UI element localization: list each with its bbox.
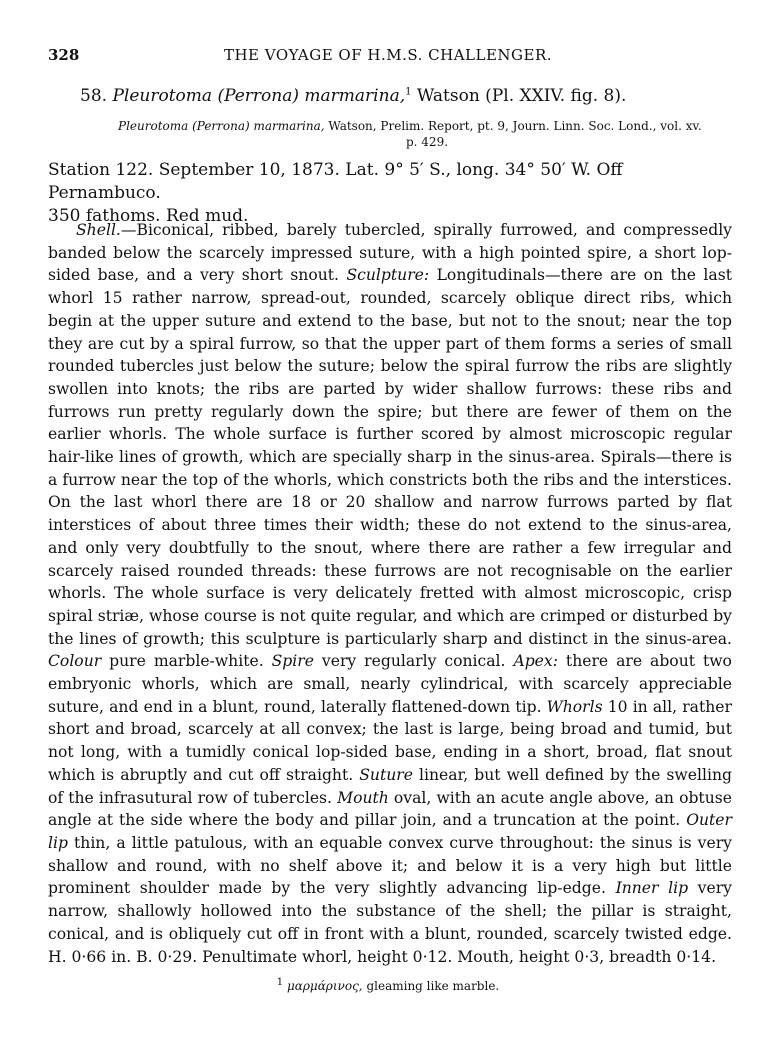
text-spire: very regularly conical.	[321, 652, 506, 671]
footnote-text: gleaming like marble.	[366, 979, 500, 993]
label-sculpture: Sculpture:	[346, 266, 430, 285]
page-number: 328	[48, 46, 80, 64]
species-subgenus: (Perrona)	[217, 86, 300, 106]
reference-page: p. 429.	[405, 135, 449, 149]
text-whorls: 10 in all, rather short and broad, scarcely at all convex; the last is large, being broad and tumid, but not long, with a tumidly conical lop-sided base, ending in a short, broad, flat snout which is abruptly and cut off straight.	[48, 697, 732, 784]
text-inner-lip: very narrow, shallowly hollowed into the substance of the shell; the pillar is straight, conical, and is obliquely cut off in front with a blunt, rounded, scarcely twisted edge. H. 0·66 in. B. 0·29. Penultimate whorl, height 0·12. Mouth, height 0·3, breadth 0·14.	[48, 879, 732, 966]
page-header	[48, 46, 728, 68]
label-outer-lip: Outer lip	[48, 811, 732, 852]
text-outer-lip: thin, a little patulous, with an equable convex curve throughout: the sinus is very shallow and round, with no shelf above it; and below it is a very high but little prominent shoulder made by the very slightly advancing lip-edge.	[48, 833, 732, 898]
station-info	[48, 159, 736, 228]
species-heading	[80, 86, 736, 106]
shell-description	[48, 219, 732, 968]
label-colour: Colour	[48, 652, 102, 671]
reference-citation: Watson, Prelim. Report, pt. 9, Journ. Linn. Soc. Lond., vol. xv.	[328, 119, 702, 133]
reference-name: Pleurotoma (Perrona) marmarina,	[118, 119, 325, 133]
label-suture: Suture	[359, 765, 413, 784]
species-genus: Pleurotoma	[112, 86, 213, 106]
label-mouth: Mouth	[337, 788, 389, 807]
footnote-marker: 1	[405, 86, 412, 98]
species-author-ref: Watson (Pl. XXIV. fig. 8).	[416, 86, 627, 106]
text-mouth: oval, with an acute angle above, an obtuse angle at the side where the body and pillar join, and a truncation at the point.	[48, 788, 732, 830]
station-line-2: 350 fathoms. Red mud.	[48, 206, 249, 226]
text-colour: pure marble-white.	[109, 652, 264, 671]
label-whorls: Whorls	[546, 697, 603, 716]
text-apex: there are about two embryonic whorls, which are small, nearly cylindrical, with scarcely appreciable suture, and end in a blunt, round, laterally flattened-down tip.	[48, 652, 732, 716]
label-apex: Apex:	[513, 652, 558, 671]
label-inner-lip: Inner lip	[615, 879, 689, 898]
text-suture: linear, but well defined by the swelling of the infrasutural row of tubercles.	[48, 765, 732, 807]
footnote-mark: 1	[276, 977, 284, 988]
text-sculpture: Longitudinals—there are on the last whorl 15 rather narrow, spread-out, rounded, scarcely oblique direct ribs, which begin at the upper suture and extend to the base, but not to the snout; near the top they are cut by a spiral furrow, so that the upper part of them forms a series of small rounded tubercles just below the suture; below the spiral furrow the ribs are slightly swollen into knots; the ribs are parted by wider shallow furrows: these ribs and furrows run pretty regularly down the spire; but there are fewer of them on the earlier whorls. The whole surface is further scored by almost microscopic regular hair-like lines of growth, which are specially sharp in the sinus-area. Spirals—there is a furrow near the top of the whorls, which constricts both the ribs and the interstices. On the last whorl there are 18 or 20 shallow and narrow furrows parted by flat interstices of about three times their width; these do not extend to the sinus-area, and only very doubtfully to the snout, where there are rather a few irregular and scarcely raised rounded threads: these furrows are not recognisable on the earlier whorls. The whole surface is very delicately fretted with almost microscopic, crisp spiral striæ, whose course is not quite regular, and which are crimped or disturbed by the lines of growth; this sculpture is particularly sharp and distinct in the sinus-area.	[48, 266, 732, 648]
label-spire: Spire	[271, 652, 314, 671]
species-epithet: marmarina,	[304, 86, 406, 106]
footnote-greek: μαρμάρινος,	[286, 979, 363, 993]
label-shell: Shell.	[76, 221, 121, 239]
text-shell: —Biconical, ribbed, barely tubercled, spirally furrowed, and compressedly banded below the scarcely impressed suture, with a high pointed spire, a short lop-sided base, and a very short snout.	[48, 221, 732, 285]
running-title: THE VOYAGE OF H.M.S. CHALLENGER.	[223, 46, 553, 64]
species-number: 58.	[80, 86, 108, 106]
station-line-1: Station 122. September 10, 1873. Lat. 9° 5′ S., long. 34° 50′ W. Off Pernambuco.	[48, 160, 623, 203]
literature-reference	[118, 118, 736, 150]
footnote	[48, 977, 728, 993]
